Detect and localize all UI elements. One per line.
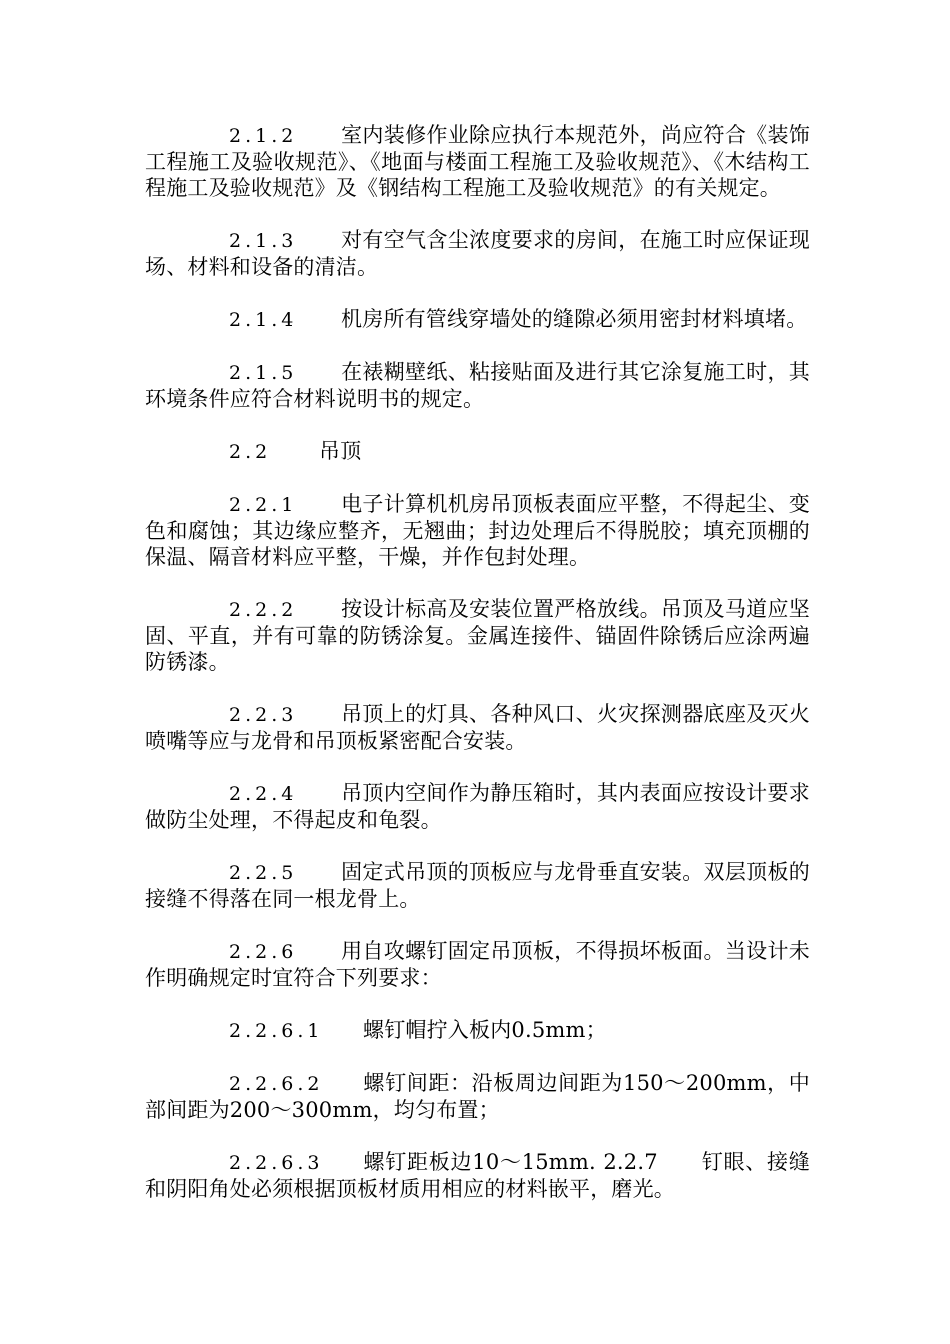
clause-text: 机房所有管线穿墙处的缝隙必须用密封材料填堵。 (341, 307, 808, 331)
clause-text: 在裱糊壁纸、粘接贴面及进行其它涂复施工时，其环境条件应符合材料说明书的规定。 (145, 360, 810, 411)
clause-number: 2.2.5 (229, 862, 298, 884)
clause-number: 2.1.3 (229, 230, 298, 252)
clause-2-2-6 (145, 938, 810, 991)
clause-text: 螺钉距板边10～15mm. 2.2.7 钉眼、接缝和阴阳角处必须根据顶板材质用相应的材料嵌平，磨光。 (145, 1150, 810, 1201)
clause-number: 2.1.2 (229, 125, 298, 147)
clause-text: 吊顶上的灯具、各种风口、火灾探测器底座及灭火喷嘴等应与龙骨和吊顶板紧密配合安装。 (145, 702, 810, 753)
section-number: 2.2 (229, 441, 272, 463)
section-heading-2-2 (145, 438, 810, 465)
clause-2-2-6-2 (145, 1070, 810, 1123)
clause-2-2-6-1 (145, 1017, 810, 1044)
clause-2-1-3 (145, 227, 810, 280)
clause-2-2-5 (145, 859, 810, 912)
clause-2-1-2 (145, 122, 810, 201)
clause-text: 用自攻螺钉固定吊顶板，不得损坏板面。当设计未作明确规定时宜符合下列要求： (145, 939, 810, 990)
clause-2-2-1 (145, 491, 810, 570)
clause-text: 按设计标高及安装位置严格放线。吊顶及马道应坚固、平直，并有可靠的防锈涂复。金属连接件、锚固件除锈后应涂两遍防锈漆。 (145, 597, 810, 674)
clause-text: 固定式吊顶的顶板应与龙骨垂直安装。双层顶板的接缝不得落在同一根龙骨上。 (145, 860, 810, 911)
clause-2-1-5 (145, 359, 810, 412)
clause-text: 螺钉间距：沿板周边间距为150～200mm，中部间距为200～300mm，均匀布置； (145, 1071, 810, 1122)
clause-2-2-4 (145, 780, 810, 833)
clause-text: 吊顶内空间作为静压箱时，其内表面应按设计要求做防尘处理，不得起皮和龟裂。 (145, 781, 810, 832)
clause-number: 2.2.1 (229, 494, 298, 516)
clause-text: 对有空气含尘浓度要求的房间，在施工时应保证现场、材料和设备的清洁。 (145, 228, 810, 279)
document-page (145, 122, 810, 1228)
clause-2-2-6-3 (145, 1149, 810, 1202)
clause-number: 2.2.2 (229, 599, 298, 621)
clause-number: 2.2.6 (229, 941, 298, 963)
clause-2-2-2 (145, 596, 810, 675)
clause-number: 2.2.4 (229, 783, 298, 805)
clause-text: 电子计算机机房吊顶板表面应平整，不得起尘、变色和腐蚀；其边缘应整齐，无翘曲；封边处理后不得脱胶；填充顶棚的保温、隔音材料应平整，干燥，并作包封处理。 (145, 492, 810, 569)
clause-number: 2.1.5 (229, 362, 298, 384)
clause-number: 2.2.6.2 (229, 1073, 324, 1095)
clause-2-2-3 (145, 701, 810, 754)
clause-number: 2.2.6.1 (229, 1020, 324, 1042)
clause-text: 螺钉帽拧入板内0.5mm； (363, 1018, 607, 1042)
clause-2-1-4 (145, 306, 810, 333)
clause-text: 室内装修作业除应执行本规范外，尚应符合《装饰工程施工及验收规范》、《地面与楼面工程施工及验收规范》、《木结构工程施工及验收规范》及《钢结构工程施工及验收规范》的有关规定。 (145, 123, 810, 200)
clause-number: 2.2.6.3 (229, 1152, 324, 1174)
clause-number: 2.1.4 (229, 309, 298, 331)
section-title: 吊顶 (319, 439, 362, 463)
clause-number: 2.2.3 (229, 704, 298, 726)
